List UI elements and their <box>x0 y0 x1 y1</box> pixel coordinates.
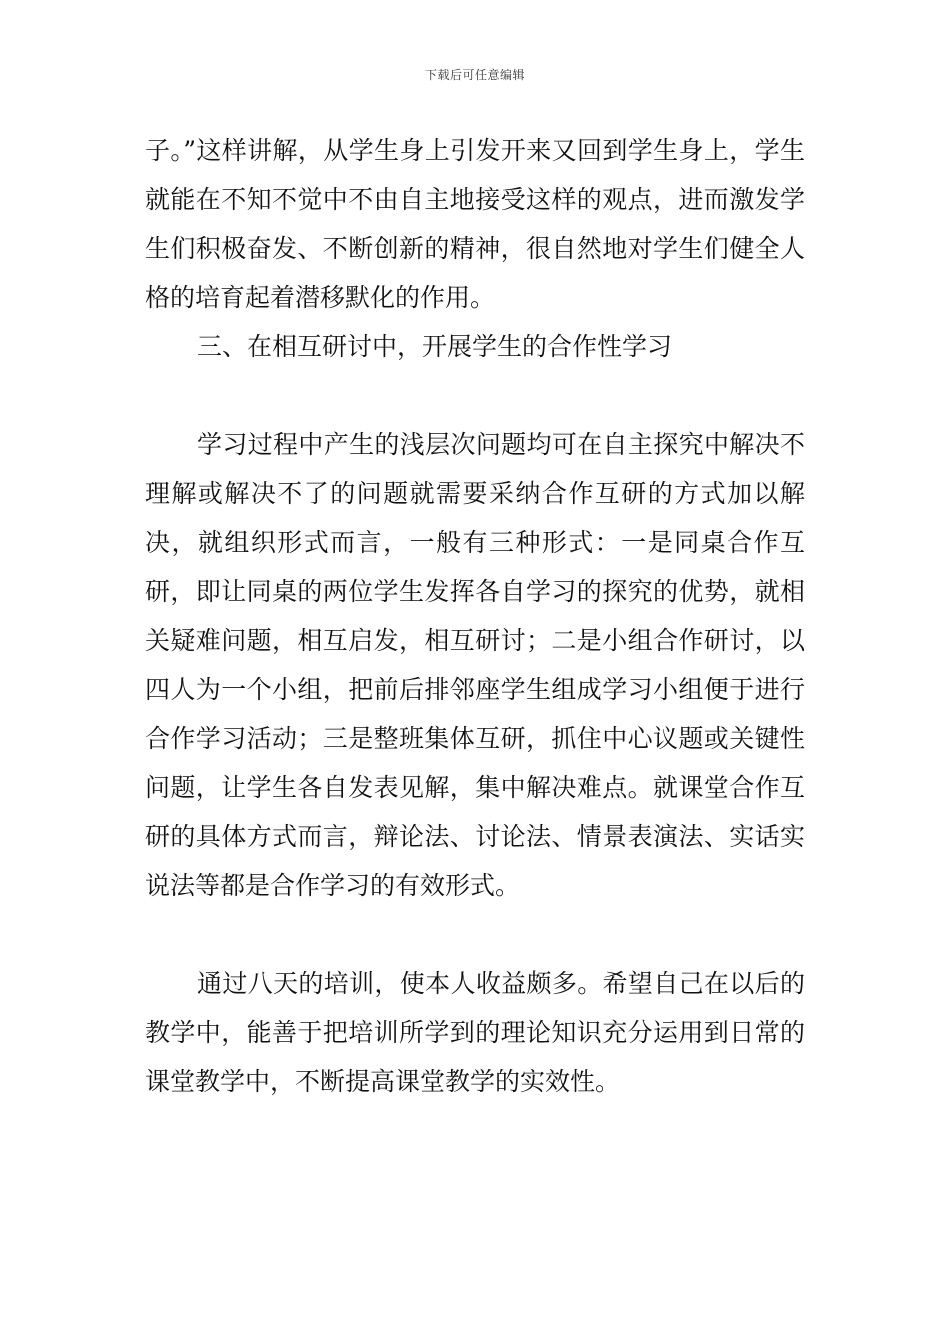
paragraph-continuation: 子。”这样讲解，从学生身上引发开来又回到学生身上，学生就能在不知不觉中不由自主地接受这样的观点，进而激发学生们积极奋发、不断创新的精神，很自然地对学生们健全人格的培育起着潜移默化的作用。 <box>145 136 805 312</box>
page-header: 下载后可任意编辑 <box>424 68 525 82</box>
document-body <box>145 126 805 1106</box>
paragraph-conclusion: 通过八天的培训，使本人收益颇多。希望自己在以后的教学中，能善于把培训所学到的理论知识充分运用到日常的课堂教学中，不断提高课堂教学的实效性。 <box>145 969 805 1096</box>
section-heading: 三、在相互研讨中，开展学生的合作性学习 <box>197 332 673 361</box>
paragraph-cooperative-learning: 学习过程中产生的浅层次问题均可在自主探究中解决不理解或解决不了的问题就需要采纳合作互研的方式加以解决，就组织形式而言，一般有三种形式：一是同桌合作互研，即让同桌的两位学生发挥各自学习的探究的优势，就相关疑难问题，相互启发，相互研讨；二是小组合作研讨，以四人为一个小组，把前后排邻座学生组成学习小组便于进行合作学习活动；三是整班集体互研，抓住中心议题或关键性问题，让学生各自发表见解，集中解决难点。就课堂合作互研的具体方式而言，辩论法、讨论法、情景表演法、实话实说法等都是合作学习的有效形式。 <box>145 430 805 900</box>
